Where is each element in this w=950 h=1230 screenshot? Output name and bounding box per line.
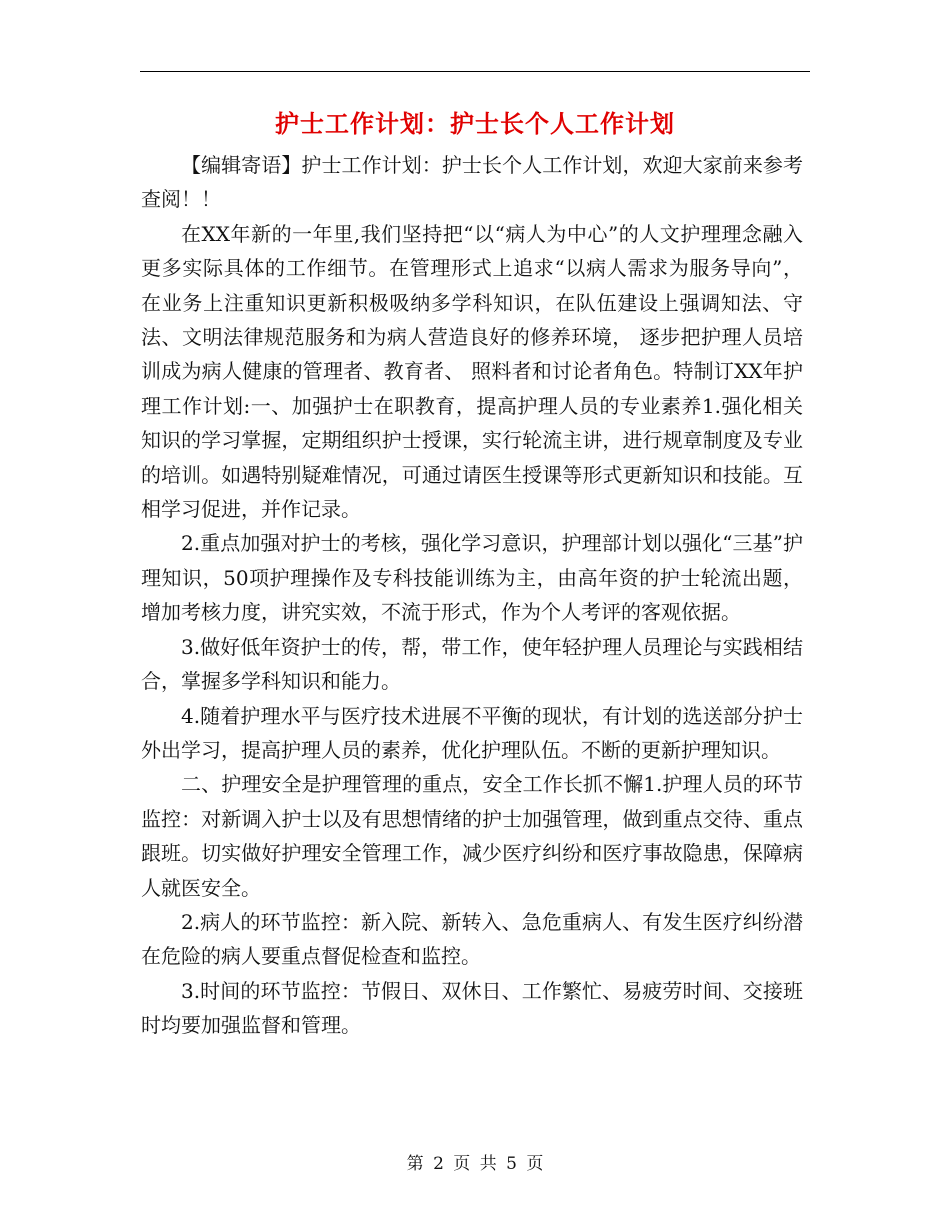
page-number-footer: 第 2 页 共 5 页 (406, 1154, 544, 1174)
paragraph: 3.时间的环节监控：节假日、双休日、工作繁忙、易疲劳时间、交接班时均要加强监督和管理。 (141, 978, 803, 1038)
paragraph: 二、护理安全是护理管理的重点，安全工作长抓不懈1.护理人员的环节监控：对新调入护士以及有思想情绪的护士加强管理，做到重点交待、重点跟班。切实做好护理安全管理工作，减少医疗纠纷和医疗事故隐患，保障病人就医安全。 (141, 772, 803, 900)
document-body (141, 148, 803, 1043)
paragraph: 3.做好低年资护士的传，帮，带工作，使年轻护理人员理论与实践相结合，掌握多学科知识和能力。 (141, 634, 803, 694)
paragraph: 2.重点加强对护士的考核，强化学习意识，护理部计划以强化“三基”护理知识，50项护理操作及专科技能训练为主，由高年资的护士轮流出题，增加考核力度，讲究实效，不流于形式，作为个人考评的客观依据。 (141, 531, 803, 625)
paragraph: 4.随着护理水平与医疗技术进展不平衡的现状，有计划的选送部分护士外出学习，提高护理人员的素养，优化护理队伍。不断的更新护理知识。 (141, 703, 803, 762)
paragraph-intro: 【编辑寄语】护士工作计划：护士长个人工作计划，欢迎大家前来参考查阅！！ (141, 153, 803, 212)
paragraph: 在XX年新的一年里,我们坚持把“以“病人为中心”的人文护理理念融入更多实际具体的工作细节。在管理形式上追求“以病人需求为服务导向”， 在业务上注重知识更新积极吸纳多学科知识，在队伍建设上强调知法、守法、文明法律规范服务和为病人营造良好的修养环境， 逐步把护理人员培训成为病人健康的管理者、教育者、 照料者和讨论者角色。特制订XX年护理工作计划:一、加强护士在职教育，提高护理人员的专业素养1.强化相关知识的学习掌握，定期组织护士授课，实行轮流主讲，进行规章制度及专业的培训。如遇特别疑难情况，可通过请医生授课等形式更新知识和技能。互相学习促进，并作记录。 (141, 221, 803, 522)
paragraph: 2.病人的环节监控：新入院、新转入、急危重病人、有发生医疗纠纷潜在危险的病人要重点督促检查和监控。 (141, 909, 803, 969)
document-title: 护士工作计划：护士长个人工作计划 (275, 109, 675, 138)
header-rule (140, 71, 810, 72)
